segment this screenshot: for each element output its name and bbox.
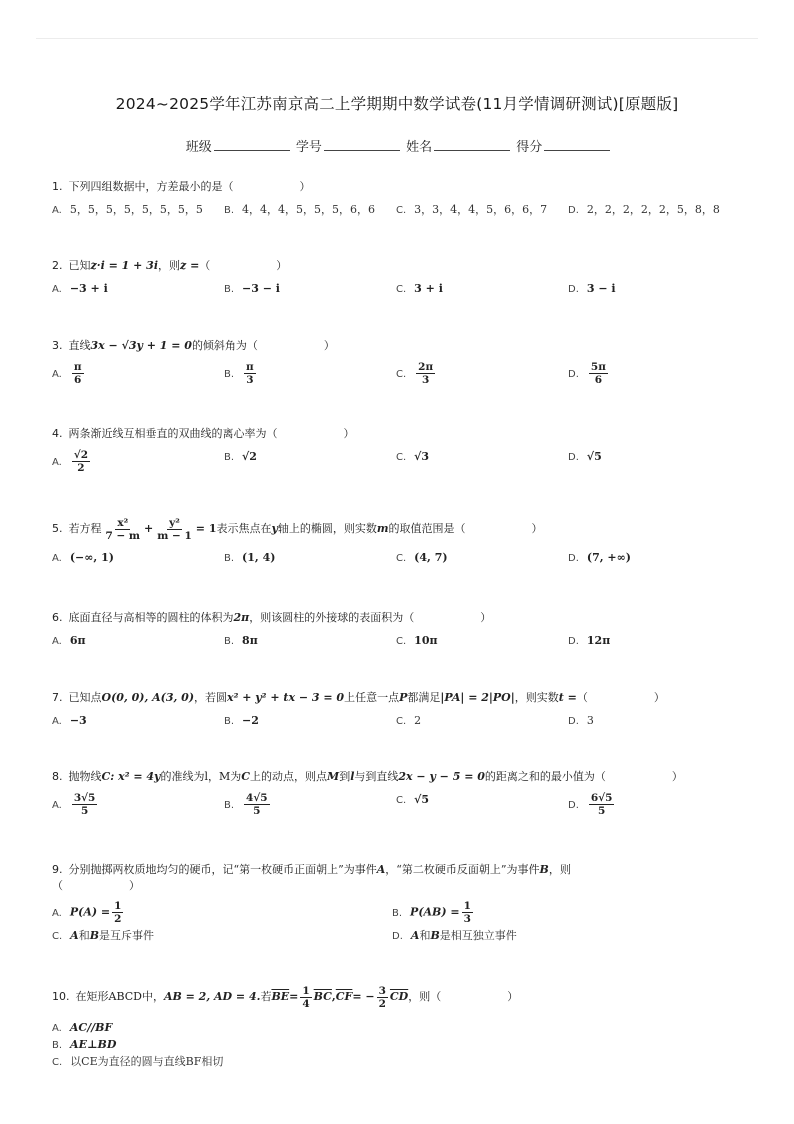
stem-text: 若方程 <box>68 522 102 535</box>
student-id-blank[interactable] <box>324 138 400 151</box>
question-2 <box>52 258 754 299</box>
question-8 <box>52 769 754 822</box>
stem-math: 2x − y − 5 = 0 <box>398 770 485 783</box>
var-a: A <box>376 863 386 876</box>
option-b[interactable]: B. AE⊥BD <box>52 1038 117 1051</box>
vector-be: $\overline{BE}$ <box>271 990 290 1003</box>
option-c[interactable]: C. 10π <box>396 634 438 647</box>
name-label: 姓名 <box>406 140 433 155</box>
option-c[interactable]: C. √5 <box>396 793 430 806</box>
option-d[interactable]: D. 3 − i <box>568 282 616 295</box>
option-c[interactable]: C. 3 + i <box>396 282 443 295</box>
question-number: 4. <box>52 427 63 440</box>
option-a[interactable]: A. −3 + i <box>52 282 108 295</box>
question-9 <box>52 862 754 946</box>
var-m: M <box>327 770 340 783</box>
fraction: $\frac{\text{x²}}{7 - m}$ <box>105 516 141 542</box>
option-a[interactable]: A. $\frac{√2}{2}$ <box>52 449 89 474</box>
score-label: 得分 <box>516 140 543 155</box>
stem-text: 到 <box>339 770 351 783</box>
stem-text: ，则该圆柱的外接球的表面积为（ ） <box>249 611 492 624</box>
var-l: l <box>350 770 355 783</box>
question-1 <box>52 179 754 220</box>
option-d[interactable]: D. $\frac{6√5}{5}$ <box>568 792 613 817</box>
option-b[interactable]: B. $\frac{4√5}{5}$ <box>224 792 268 817</box>
stem-text: ，“第二枚硬币反面朝上”为事件 <box>385 863 540 876</box>
stem-math: 2π <box>233 611 250 624</box>
stem-text: 底面直径与高相等的圆柱的体积为 <box>68 611 234 624</box>
option-c[interactable]: C. 2 <box>396 714 422 727</box>
option-c[interactable]: C. (4, 7) <box>396 551 448 564</box>
stem-text: 表示焦点在 <box>216 522 272 535</box>
question-5 <box>52 514 754 568</box>
vector-cf: $\overline{CF}$ <box>335 990 353 1003</box>
stem-text: 的取值范围是（ ） <box>388 522 543 535</box>
option-a[interactable]: A. $\frac{\pi}{6}$ <box>52 361 82 386</box>
option-b[interactable]: B. $\frac{\pi}{3}$ <box>224 361 254 386</box>
var-p: P <box>399 691 408 704</box>
stem-text: 上任意一点 <box>344 691 400 704</box>
stem-text: 轴上的椭圆，则实数 <box>277 522 377 535</box>
option-b[interactable]: B. 8π <box>224 634 258 647</box>
option-d[interactable]: D. 12π <box>568 634 611 647</box>
question-number: 10. <box>52 990 70 1003</box>
stem-text: 若 <box>260 990 272 1003</box>
question-stem: 两条渐近线互相垂直的双曲线的离心率为（ ） <box>68 427 355 440</box>
question-7 <box>52 690 754 731</box>
stem-text: ，则 <box>548 863 571 876</box>
question-number: 6. <box>52 611 63 624</box>
question-4 <box>52 426 754 479</box>
option-a[interactable]: A. $\frac{3√5}{5}$ <box>52 792 96 817</box>
stem-text: 已知点 <box>68 691 102 704</box>
top-rule <box>36 38 758 39</box>
stem-text: ，则 <box>158 259 180 272</box>
option-d[interactable]: D. $\frac{5\pi}{6}$ <box>568 361 606 386</box>
student-info-line <box>0 136 794 155</box>
option-b[interactable]: B. 4，4，4，5，5，5，6，6 <box>224 203 376 216</box>
option-b[interactable]: B. P(AB) = $\frac{1}{3}$ <box>392 900 471 925</box>
option-b[interactable]: B. (1, 4) <box>224 551 276 564</box>
var-b: B <box>539 863 549 876</box>
option-a[interactable]: A. 6π <box>52 634 86 647</box>
name-blank[interactable] <box>434 138 510 151</box>
question-stem: 下列四组数据中，方差最小的是（ ） <box>68 180 311 193</box>
option-c[interactable]: C. 以CE为直径的圆与直线BF相切 <box>52 1055 224 1068</box>
vector-cd: $\overline{CD}$ <box>389 990 409 1003</box>
option-c[interactable]: C. $\frac{2\pi}{3}$ <box>396 361 434 386</box>
option-d[interactable]: D. √5 <box>568 450 602 463</box>
plus-sign: + <box>144 522 154 535</box>
option-a[interactable]: A. AC//BF <box>52 1021 113 1034</box>
stem-text: 在矩形ABCD中， <box>75 990 164 1003</box>
stem-text: （ ） <box>52 879 140 892</box>
stem-text: 与到直线 <box>354 770 399 783</box>
stem-text: 的距离之和的最小值为（ ） <box>484 770 683 783</box>
question-number: 7. <box>52 691 63 704</box>
question-number: 1. <box>52 180 63 193</box>
question-number: 5. <box>52 522 63 535</box>
stem-text: （ ） <box>576 691 665 704</box>
stem-text: ，若圆 <box>194 691 228 704</box>
score-blank[interactable] <box>544 138 610 151</box>
option-a[interactable]: A. P(A) = $\frac{1}{2}$ <box>52 900 122 925</box>
option-b[interactable]: B. √2 <box>224 450 257 463</box>
option-b[interactable]: B. −3 − i <box>224 282 280 295</box>
question-6 <box>52 610 754 651</box>
fraction: $\frac{\text{y²}}{m - 1}$ <box>157 516 192 542</box>
option-d[interactable]: D. (7, +∞) <box>568 551 631 564</box>
equals: = − <box>352 990 375 1003</box>
stem-math: t = <box>558 691 577 704</box>
stem-text: 的准线为l，M为 <box>160 770 242 783</box>
stem-math: 3x − √3y + 1 = 0 <box>90 339 192 352</box>
var-y: y <box>271 522 278 535</box>
option-a[interactable]: A. −3 <box>52 714 87 727</box>
stem-text: ，则（ ） <box>408 990 519 1003</box>
stem-text: （ ） <box>199 259 288 272</box>
option-a[interactable]: A. 5，5，5，5，5，5，5，5 <box>52 203 203 216</box>
option-c[interactable]: C. A和B是互斥事件 <box>52 929 155 942</box>
class-label: 班级 <box>185 140 212 155</box>
var-m: m <box>376 522 389 535</box>
option-d[interactable]: D. A和B是相互独立事件 <box>392 929 517 942</box>
question-number: 2. <box>52 259 63 272</box>
stem-text: ，则实数 <box>514 691 559 704</box>
stem-math: C: x² = 4y <box>101 770 161 783</box>
comma: , <box>331 990 336 1003</box>
page-title: 2024~2025学年江苏南京高二上学期期中数学试卷(11月学情调研测试)[原题版] <box>115 95 679 113</box>
student-id-label: 学号 <box>295 140 322 155</box>
stem-text: 抛物线 <box>68 770 102 783</box>
option-a[interactable]: A. (−∞, 1) <box>52 551 114 564</box>
option-c[interactable]: C. 3，3，4，4，5，6，6，7 <box>396 203 548 216</box>
stem-text: 分别抛掷两枚质地均匀的硬币，记“第一枚硬币正面朝上”为事件 <box>68 863 377 876</box>
stem-math: x² + y² + tx − 3 = 0 <box>227 691 345 704</box>
class-blank[interactable] <box>214 138 290 151</box>
var-c: C <box>241 770 250 783</box>
stem-text: 已知 <box>68 259 91 272</box>
stem-math: AB = 2, AD = 4. <box>163 990 261 1003</box>
stem-text: 的倾斜角为（ ） <box>191 339 335 352</box>
option-d[interactable]: D. 3 <box>568 714 594 727</box>
question-number: 3. <box>52 339 63 352</box>
option-d[interactable]: D. 2，2，2，2，2，5，8，8 <box>568 203 720 216</box>
stem-math: z = <box>180 259 200 272</box>
question-number: 8. <box>52 770 63 783</box>
stem-math: O(0, 0), A(3, 0) <box>101 691 195 704</box>
stem-math: z·i = 1 + 3i <box>90 259 158 272</box>
option-b[interactable]: B. −2 <box>224 714 259 727</box>
equals: = 1 <box>195 522 217 535</box>
question-number: 9. <box>52 863 63 876</box>
equals: = <box>289 990 299 1003</box>
option-c[interactable]: C. √3 <box>396 450 430 463</box>
vector-bc: $\overline{BC}$ <box>313 990 332 1003</box>
stem-text: 直线 <box>68 339 91 352</box>
stem-text: 都满足 <box>407 691 441 704</box>
question-3 <box>52 338 754 391</box>
stem-math: |PA| = 2|PO| <box>440 691 515 704</box>
stem-text: 上的动点，则点 <box>250 770 327 783</box>
question-10: 10. 在矩形ABCD中， AB = 2, AD = 4. 若 $\overline{BE}$ = $\frac{1}{4}$ $\overline{BC}$ , $\overline{CF}$ = − $\frac{3}{2}$ $\overline{CD}$ ，则（ ） A. AC//BF B. AE⊥BD C. 以CE为直径的圆与直线BF相切 <box>52 982 754 1071</box>
